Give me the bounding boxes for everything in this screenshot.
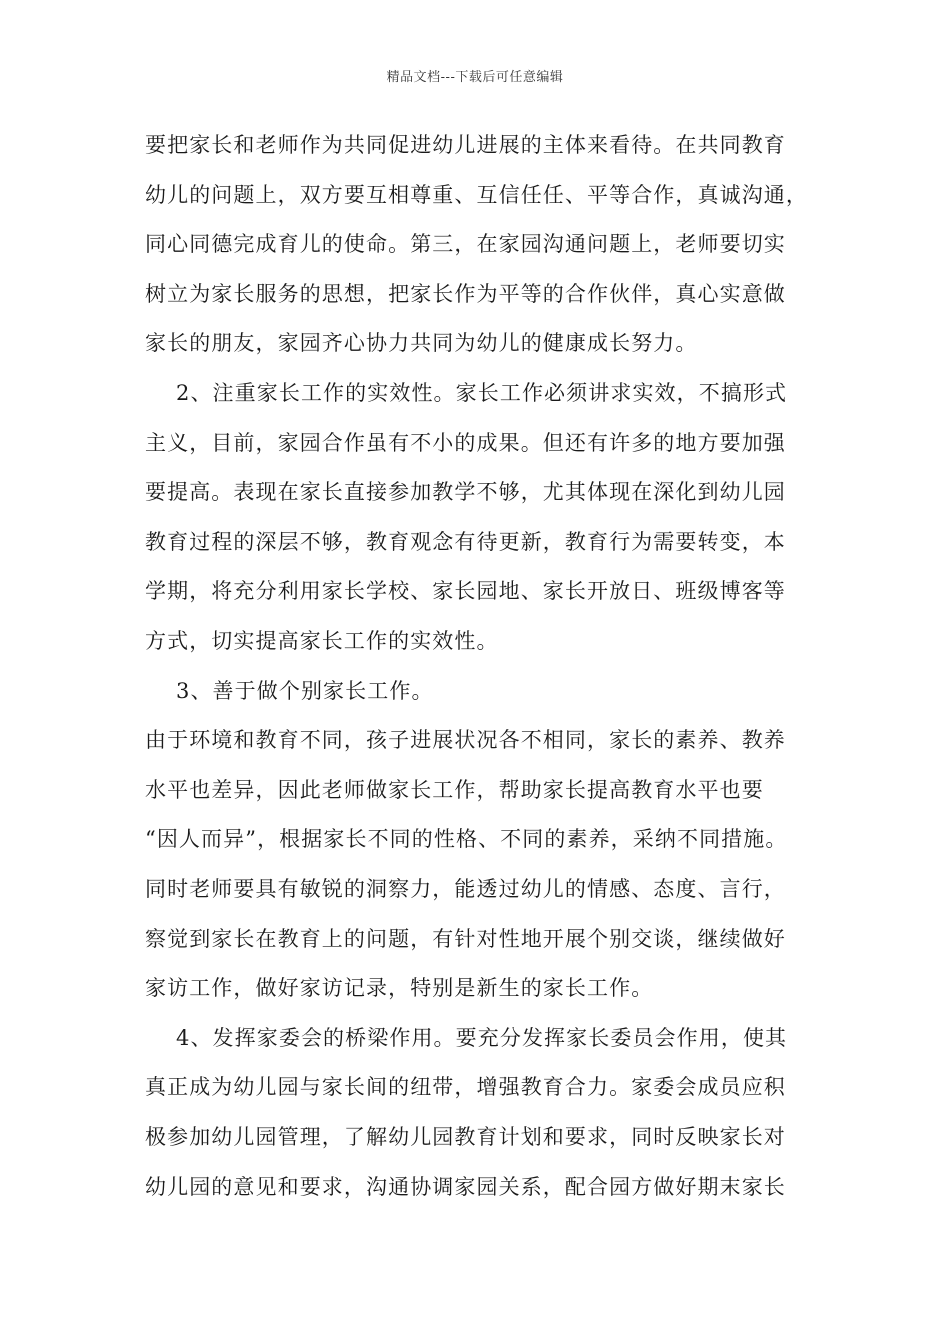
text-line: 2、注重家长工作的实效性。家长工作必须讲求实效，不搞形式	[176, 381, 788, 405]
text-line: 极参加幼儿园管理，了解幼儿园教育计划和要求，同时反映家长对	[145, 1125, 786, 1149]
text-line: 真正成为幼儿园与家长间的纽带，增强教育合力。家委会成员应积	[145, 1075, 786, 1100]
text-line: “因人而异”，根据家长不同的性格、不同的素养，采纳不同措施。	[145, 827, 788, 852]
text-line: 同时老师要具有敏锐的洞察力，能透过幼儿的情感、态度、言行，	[145, 877, 786, 901]
text-line: 树立为家长服务的思想，把家长作为平等的合作伙伴，真心实意做	[145, 281, 786, 306]
text-line: 同心同德完成育儿的使命。第三，在家园沟通问题上，老师要切实	[145, 232, 786, 257]
text-line: 学期，将充分利用家长学校、家长园地、家长开放日、班级博客等	[145, 579, 786, 604]
text-line: 主义，目前，家园合作虽有不小的成果。但还有许多的地方要加强	[145, 430, 786, 455]
text-line: 察觉到家长在教育上的问题，有针对性地开展个别交谈，继续做好	[145, 926, 786, 951]
text-line: 4、发挥家委会的桥梁作用。要充分发挥家长委员会作用，使其	[176, 1025, 788, 1050]
text-line: 水平也差异，因此老师做家长工作，帮助家长提高教育水平也要	[145, 777, 764, 802]
text-line: 要把家长和老师作为共同促进幼儿进展的主体来看待。在共同教育	[145, 133, 786, 157]
text-line: 教育过程的深层不够，教育观念有待更新，教育行为需要转变，本	[145, 529, 786, 554]
page-header: 精品文档---下载后可任意编辑	[386, 70, 564, 85]
text-line: 家长的朋友，家园齐心协力共同为幼儿的健康成长努力。	[145, 331, 698, 356]
text-line: 家访工作，做好家访记录，特别是新生的家长工作。	[145, 976, 654, 1001]
text-line: 要提高。表现在家长直接参加教学不够，尤其体现在深化到幼儿园	[145, 480, 786, 505]
text-line: 由于环境和教育不同，孩子进展状况各不相同，家长的素养、教养	[145, 728, 786, 753]
text-line: 幼儿的问题上，双方要互相尊重、互信任任、平等合作，真诚沟通，	[145, 182, 808, 207]
text-line: 幼儿园的意见和要求，沟通协调家园关系，配合园方做好期末家长	[145, 1174, 786, 1199]
text-line: 方式，切实提高家长工作的实效性。	[145, 629, 499, 653]
text-line: 3、善于做个别家长工作。	[176, 678, 434, 703]
